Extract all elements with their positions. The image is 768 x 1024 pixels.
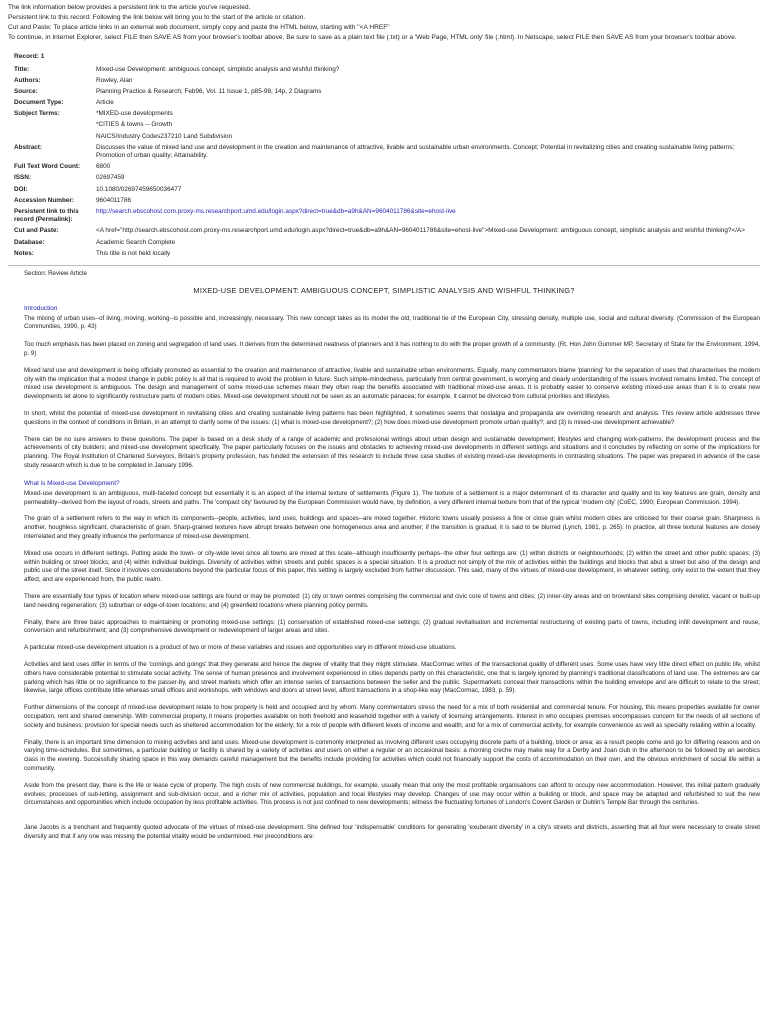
- record-row: [14, 197, 758, 208]
- record-label: [14, 121, 96, 132]
- record-label: Title:: [14, 66, 30, 73]
- record-label: Authors:: [14, 77, 41, 85]
- intro-line: To continue, in Internet Explorer, select FILE then SAVE AS from your browser's toolbar above. Be sure to save as a plain text file (.txt) or a 'Web Page, HTML only' file (.html). In Netscape, select FILE then SAVE AS from your browser's toolbar above.: [8, 34, 737, 41]
- paragraph: A particular mixed-use development situation is a product of two or more of these variables and issues and opportunities vary in different mixed-use situations.: [24, 644, 457, 652]
- record-label: Database:: [14, 238, 45, 246]
- paragraph: In short, whilst the potential of mixed-use development in revitalising cities and creating sustainable living patterns has been highlighted, it sometimes seems that nostalgia and propaganda are overriding research and analysis. This review article addresses three questions in the context of conditions in Britain, in an attempt to clarify some of the issues: (1) what is mixed-use development?; (2) how does mixed-use development promote urban quality?; and (3) is mixed-use development achievable?: [24, 410, 760, 426]
- record-value: 6800: [96, 163, 111, 171]
- record-label: Cut and Paste:: [14, 227, 59, 235]
- paragraph: There can be no sure answers to these questions. The paper is based on a desk study of a range of academic and professional writings about urban design and sustainable development; lifestyles and changing work-patterns; the development process and the achievements of city builders; and mixed-use development specifically. The paper particularly focuses on the issues and obstacles to achieving mixed-use developments in different settings and situations and it concludes by reflecting on some of the implications for planning. The Royal Institution of Chartered Surveyors, Britain's property profession, has funded the extension of this research to include three case studies of existing mixed-use developments in contrasting situations. The paper was prepared in advance of the case study research which is due to be completed in January 1996.: [24, 435, 760, 470]
- record-value: This title is not held locally: [96, 249, 171, 257]
- record-row: [14, 110, 758, 121]
- intro-line: Cut and Paste: To place article links in an external web document, simply copy and paste the HTML below, starting with "<A HREF": [8, 24, 390, 31]
- record-row: [14, 88, 758, 99]
- record-value: *CITIES & towns -- Growth: [96, 121, 172, 129]
- record-value: Academic Search Complete: [96, 238, 176, 246]
- record-value: NAICS/Industry Codes237210 Land Subdivision: [96, 132, 233, 140]
- intro-line: The link information below provides a persistent link to the article you've requested.: [8, 4, 251, 11]
- subheading: What is Mixed-use Development?: [24, 479, 120, 487]
- record-label: Abstract:: [14, 143, 43, 151]
- record-row: [14, 163, 758, 174]
- record-value: 02697459: [96, 174, 125, 182]
- paragraph: Further dimensions of the concept of mixed-use development relate to how property is held and occupied and by whom. Many commentators stress the need for a mix of both residential and commercial tenure. For housing, this means properties available for owner occupation, rent and shared ownership. With commercial property, it means properties available on both freehold and leasehold together with a variety of licensing arrangements. Interest in who occupies premises encompasses concern for the needs of all sections of society and business: provision for special needs such as sheltered accommodation for the elderly; for a mix of people with different levels of income and wealth; and for a mix of commercial activity, for example convenience as well as specialty retailing within a locality.: [24, 704, 760, 729]
- record-value: Article: [96, 99, 114, 107]
- article-body: [8, 304, 760, 842]
- record-label: DOI:: [14, 185, 28, 193]
- record-label: Accession Number:: [14, 196, 75, 204]
- record-row: [14, 239, 758, 250]
- article-title: MIXED-USE DEVELOPMENT: AMBIGUOUS CONCEPT, SIMPLISTIC ANALYSIS AND WISHFUL THINKING?: [193, 285, 575, 295]
- record-label: Source:: [14, 88, 38, 96]
- record-row: [14, 66, 758, 77]
- record-row: [14, 227, 758, 238]
- paragraph: Aside from the present day, there is the life or lease cycle of property. The high costs of new commercial buildings, for example, usually mean that only the most profitable organisations can afford to occupy new accommodation. However, this initial pattern gradually evolves; processes of sub-letting, assignment and sub-division occur, and a richer mix of activities, population and local lifestyles may develop. Changes of use may occur within a building or block, and space may be adapted and refurbished to suit the new circumstances and opportunities which include occupation by less profitable activities. This process is not just confined to new developments; witness the fluctuating fortunes of London's Covent Garden or Dublin's Temple Bar through the centuries.: [24, 781, 760, 807]
- record-row: [14, 133, 758, 144]
- record-row: [14, 77, 758, 88]
- record-table: [14, 66, 758, 261]
- record-label: Persistent link to this record (Permalink):: [14, 207, 79, 224]
- paragraph: Too much emphasis has been placed on zoning and segregation of land uses. It derives from the determined neatness of planners and it has nothing to do with the proper growth of a community. (Rt. Hon John Gummer MP, Secretary of State for the Environment, 1994, p. 9): [24, 341, 760, 358]
- record-value: *MIXED-use developments: [96, 110, 173, 118]
- record-label: ISSN:: [14, 174, 32, 182]
- record-value: Mixed-use Development: ambiguous concept, simplistic analysis and wishful thinking?: [96, 66, 340, 73]
- paragraph: The mixing of urban uses--of living, moving, working--is possible and, increasingly, necessary. This new concept takes as its model the old, traditional tie of the European City, stressing density, multiple use, social and cultural diversity. (Commission of the European Communities, 1990, p. 43): [24, 314, 760, 331]
- record-row: [14, 99, 758, 110]
- divider: [8, 265, 760, 266]
- record-value: Rowley, Alan: [96, 77, 133, 85]
- record-value: Planning Practice & Research; Feb96, Vol. 11 Issue 1, p85-98, 14p, 2 Diagrams: [96, 88, 322, 96]
- paragraph: Finally, there are three basic approaches to maintaining or promoting mixed-use settings: (1) conservation of established mixed-use settings; (2) gradual revitalisation and incremental restructuring of existing parts of towns, including infill development and reuse, conversion and refurbishment; and (3) comprehensive development or redevelopment of larger areas and sites.: [24, 618, 760, 635]
- section-label: Section: Review Article: [24, 269, 87, 277]
- paragraph: Finally, there is an important time dimension to mixing activities and land uses. Mixed-use development is commonly interpreted as involving different uses occupying discrete parts of a building, block or area; as a result people come and go for differing reasons and on varying time-schedules. But sometimes, a particular building or facility is shared by a variety of activities and users on either a regular or an occasional basis: a morning creche may make way for a Derby and Joan club in the afternoon to be followed by an aerobics class in the evening. Successfully sharing space in this way demands careful management but the benefits include providing for activities which could not financially support the costs of accommodation on their own, and the obvious enrichment of social life within a community.: [24, 738, 760, 772]
- paragraph: Mixed land use and development is being officially promoted as essential to the creation and maintenance of attractive, livable and sustainable urban environments. Equally, many commentators blame 'planning' for the separation of uses that characterises the modern city with the implication that a modest change in public policy is all that is required to avoid the problem in future. Such simple-mindedness, particularly from central government, is worrying and clearly understanding of the issues involved remains limited. The concept of mixed use development is ambiguous. The design and management of some mixed-use schemes mean they often reap the benefits associated with traditional mixed-use areas. It is probably easier to conserve existing mixed-use areas than it is to create new developments let alone to significantly restructure parts of modern cities. Mixed-use development should not be seen as an automatic panacea; for example, it cannot be divorced from cultural priorities and lifestyles.: [24, 366, 760, 401]
- record-row: [14, 186, 758, 197]
- record-row: [14, 121, 758, 132]
- record-label: [14, 133, 96, 144]
- paragraph: The grain of a settlement refers to the way in which its components--people, activities, land uses, buildings and spaces--are mixed together. Historic towns usually possess a fine or close grain whilst modern cities are criticised for their coarse grain. Sharpness is another, houghless significant, characteristic of grain. Sharp-grained textures have abrupt breaks between one homogeneous area and another; if the transition is gradual, it is said to be blurred (Lynch, 1981, p. 265). In practice, all three textural features are closely interrelated and they greatly influence the performance of mixed-use development.: [24, 515, 760, 541]
- record-row: [14, 174, 758, 185]
- record-row: [14, 250, 758, 261]
- record-row: [14, 144, 758, 164]
- permalink[interactable]: http://search.ebscohost.com.proxy-ms.researchport.umd.edu/login.aspx?direct=true&db=a9h&AN=9604011786&site=ehost-live: [96, 207, 456, 215]
- record-label: Subject Terms:: [14, 110, 60, 118]
- intro-line: Persistent link to this record: Following the link below will bring you to the start of the article or citation.: [8, 14, 306, 21]
- record-value: 9604011786: [96, 196, 132, 204]
- record-value: Discusses the value of mixed land use and development in the creation and maintenance of attractive, livable and sustainable urban environments. Concept; Potential in revitalizing cities and creating sustainable living patterns; Promotion of urban quality; Attainability.: [96, 143, 735, 160]
- record-heading: Record: 1: [14, 53, 45, 60]
- record-value: 10.1080/02697459650036477: [96, 185, 182, 193]
- record-label: Notes:: [14, 249, 34, 257]
- paragraph: Activities and land uses differ in terms of the 'comings and goings' that they generate and hence the degree of vitality that they might stimulate. MacCormac writes of the transactional quality of different uses. Some uses have very little direct effect on public life, whilst others have considerable potential to stimulate social activity. The sense of human presence and involvement experienced in cities depends partly on this characteristic, one that is largely ignored by planning's traditional classifications of land use. The extremes are car parking which has little or no significance to the passer-by, and street markets which offer an intense series of transactions between the seller and the public. Supermarkets conceal their transactions within the building envelope and are difficult to relate to the street; likewise, large offices contribute little whereas small offices and workshops, with windows and doors at street level, afford transactions in a shop-like way (MacCormac, 1983, p. 59).: [24, 661, 760, 695]
- record-label: Full Text Word Count:: [14, 163, 81, 171]
- paragraph: There are essentially four types of location where mixed-use settings are found or may be promoted: (1) city or town centres comprising the commercial and civic core of towns and cities; (2) inner-city areas and on brownland sites comprising derelict, vacant or built-up land needing regeneration; (3) suburban or edge-of-town locations; and (4) greenfield locations where planning policy permits.: [24, 593, 760, 609]
- intro-notes: [8, 3, 760, 42]
- record-label: Document Type:: [14, 99, 64, 107]
- record-row: [14, 208, 758, 228]
- paragraph: Mixed-use development is an ambiguous, multi-faceted concept but essentially it is an aspect of the internal texture of settlements (Figure 1). The texture of a settlement is a major determinant of its character and quality and its key features are grain, density and permeability--derived from the layout of roads, streets and paths. The 'compact city' favoured by the European Commission would have, by definition, a very different internal texture from that of the typical 'modern city' (CoEC, 1990; European Commission, 1994).: [24, 489, 760, 506]
- subheading: Introduction: [24, 304, 58, 312]
- paragraph: Mixed use occurs in different settings. Putting aside the town- or city-wide level since all towns are mixed at this scale--although insufficiently perhaps--the other four settings are: (1) within districts or neighbourhoods; (2) within the street and other public spaces; (3) within building or street blocks; and (4) within individual buildings. Diversity of activities within streets and public spaces is a special situation. It is a product not simply of the mix of activities within the buildings and blocks that abut a street but also of the design and public use of the street itself. Since it involves considerations beyond the particular focus of this paper, this setting is largely excluded from further discussion. This said, many of the virtues of mixed-use development, in whatever setting, only exist to the extent that they affect, and are experienced from, the public realm.: [24, 549, 760, 584]
- paragraph: Jane Jacobs is a trenchant and frequently quoted advocate of the virtues of mixed-use development. She defined four 'indispensable' conditions for generating 'exuberant diversity' in a city's streets and districts, asserting that all four were necessary to create street diversity and that if any one was missing the potential vitality would be undermined. Her preconditions are:: [24, 824, 760, 840]
- record-value: <A href="http://search.ebscohost.com.proxy-ms.researchport.umd.edu/login.aspx?direct=true&db=a9h&AN=9604011786&site=ehost-live">Mixed-use Development: ambiguous concept, simplistic analysis and wishful thinking?</A>: [96, 227, 745, 235]
